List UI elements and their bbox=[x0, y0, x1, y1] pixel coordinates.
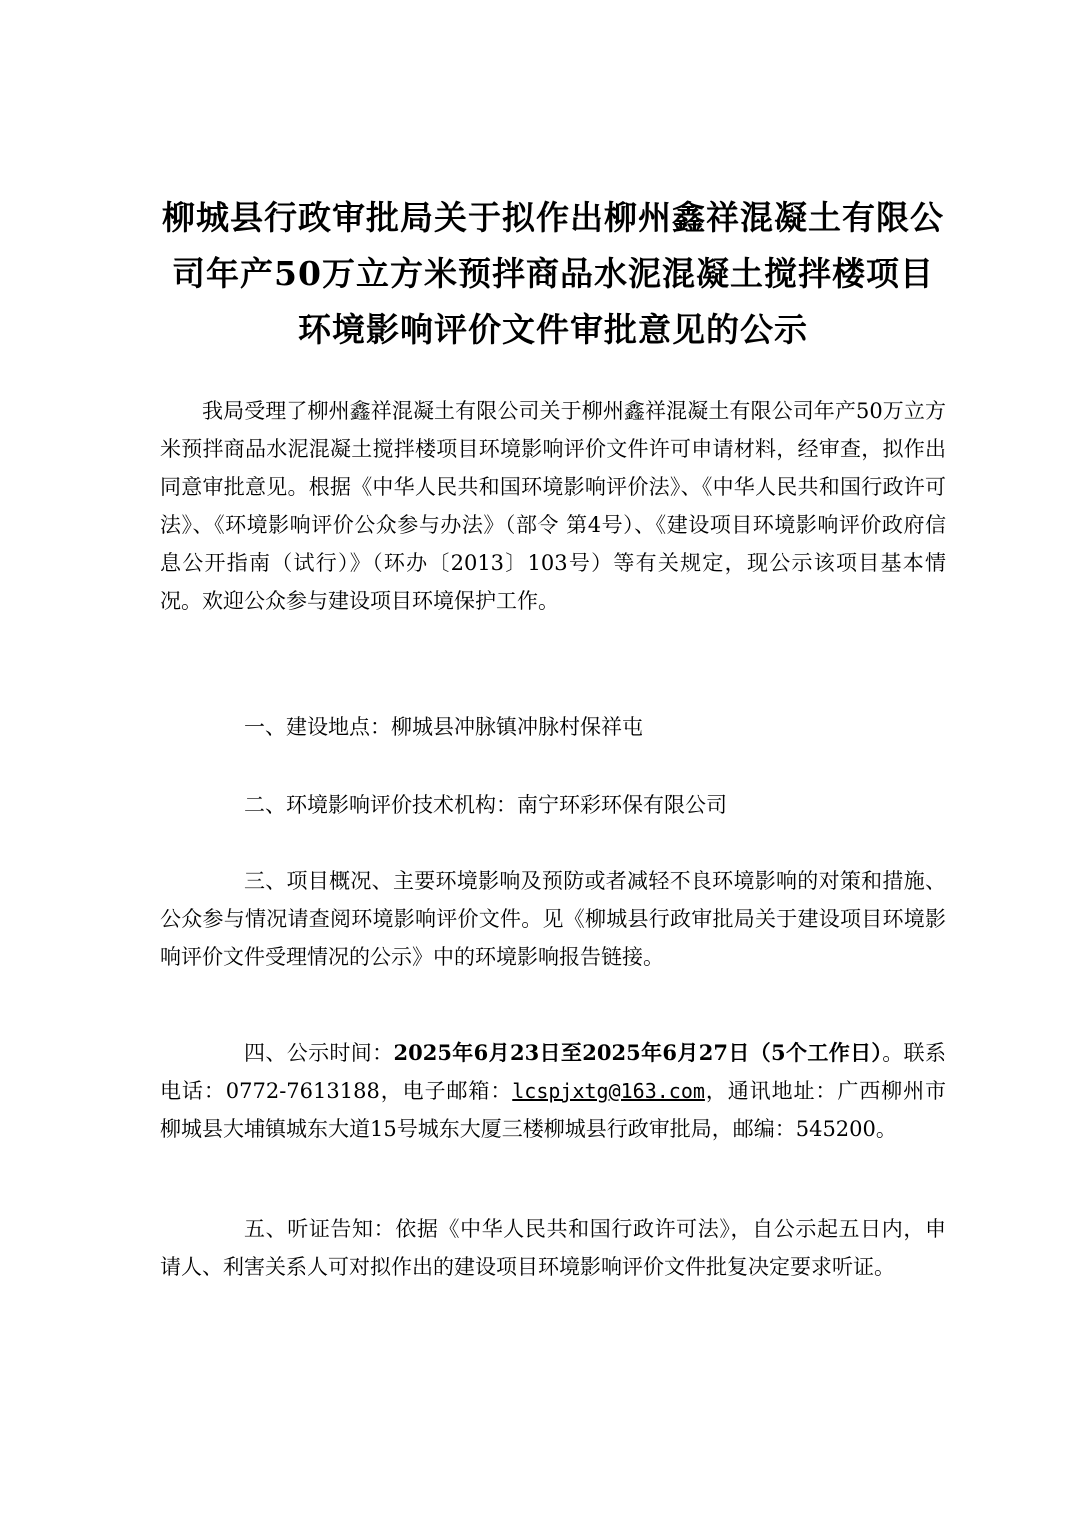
publicity-period-dates: 2025年6月23日至2025年6月27日（5个工作日） bbox=[393, 1040, 883, 1065]
email-link[interactable]: lcspjxtg@163.com bbox=[512, 1079, 705, 1103]
publicity-period-label: 四、公示时间： bbox=[244, 1041, 394, 1065]
document-title: 柳城县行政审批局关于拟作出柳州鑫祥混凝土有限公司年产50万立方米预拌商品水泥混凝土搅拌楼项目环境影响评价文件审批意见的公示 bbox=[162, 198, 944, 349]
assessment-agency: 二、环境影响评价技术机构：南宁环彩环保有限公司 bbox=[244, 793, 727, 817]
hearing-notice-paragraph: 五、听证告知：依据《中华人民共和国行政许可法》，自公示起五日内，申请人、利害关系人可对拟作出的建设项目环境影响评价文件批复决定要求听证。 bbox=[160, 1217, 946, 1279]
contact-phone-text: 。联系电话：0772-7613188，电子邮箱： bbox=[160, 1041, 947, 1103]
mailing-address-text: ，通讯地址：广西柳州市柳城县大埔镇城东大道15号城东大厦三楼柳城县行政审批局，邮编：545200。 bbox=[160, 1079, 946, 1141]
project-overview-paragraph: 三、项目概况、主要环境影响及预防或者减轻不良环境影响的对策和措施、公众参与情况请查阅环境影响评价文件。见《柳城县行政审批局关于建设项目环境影响评价文件受理情况的公示》中的环境影响报告链接。 bbox=[160, 869, 946, 969]
publicity-period-contact-paragraph bbox=[160, 1034, 946, 1148]
intro-paragraph: 我局受理了柳州鑫祥混凝土有限公司关于柳州鑫祥混凝土有限公司年产50万立方米预拌商品水泥混凝土搅拌楼项目环境影响评价文件许可申请材料，经审查，拟作出同意审批意见。根据《中华人民共和国环境影响评价法》、《中华人民共和国行政许可法》、《环境影响评价公众参与办法》（部令 第4号）、《建设项目环境影响评价政府信息公开指南（试行）》（环办〔2013〕103号）等有关规定，现公示该项目基本情况。欢迎公众参与建设项目环境保护工作。 bbox=[160, 399, 946, 613]
construction-location: 一、建设地点：柳城县冲脉镇冲脉村保祥屯 bbox=[244, 715, 643, 739]
